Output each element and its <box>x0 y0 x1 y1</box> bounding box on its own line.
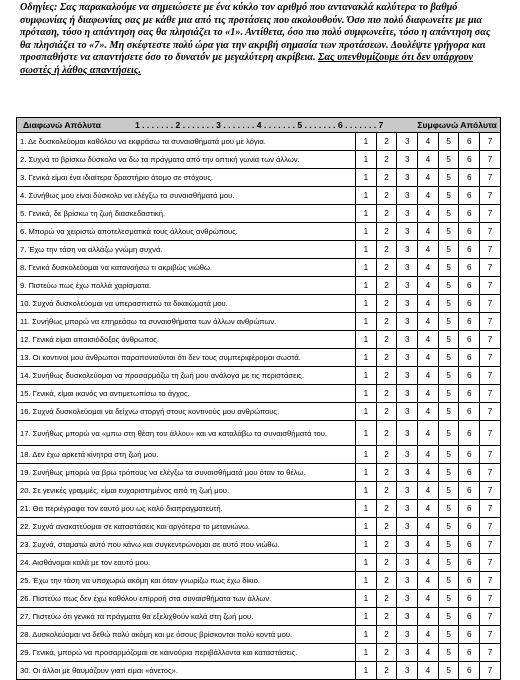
rating-option-7[interactable]: 7 <box>480 259 501 277</box>
item-text: 10. Συχνά δυσκολεύομαι να υπερασπιστώ τα δικαιώματά μου. <box>17 295 356 313</box>
rating-option-5[interactable]: 5 <box>438 241 459 259</box>
table-row <box>17 223 501 241</box>
rating-option-4[interactable]: 4 <box>418 572 439 590</box>
table-row <box>17 536 501 554</box>
rating-option-6[interactable]: 6 <box>459 277 480 295</box>
instructions-lead: Οδηγίες: <box>20 2 58 13</box>
table-row <box>17 662 501 680</box>
rating-option-2[interactable]: 2 <box>376 590 397 608</box>
rating-option-6[interactable]: 6 <box>459 151 480 169</box>
table-row <box>17 367 501 385</box>
rating-option-5[interactable]: 5 <box>438 446 459 464</box>
rating-option-3[interactable]: 3 <box>397 313 418 331</box>
table-row <box>17 295 501 313</box>
rating-option-5[interactable]: 5 <box>438 295 459 313</box>
rating-option-4[interactable]: 4 <box>418 133 439 151</box>
table-row <box>17 446 501 464</box>
rating-option-5[interactable]: 5 <box>438 608 459 626</box>
item-text: 6. Μπορώ να χειριστώ αποτελεσματικά τους άλλους ανθρώπους. <box>17 223 356 241</box>
item-text: 9. Πιστεύω πως έχω πολλά χαρίσματα. <box>17 277 356 295</box>
item-text: 17. Συνήθως μπορώ να «μπω στη θέση του άλλου» και να καταλάβω τα συναισθήματά του. <box>17 421 356 446</box>
rating-option-1[interactable]: 1 <box>356 554 377 572</box>
rating-option-4[interactable]: 4 <box>418 464 439 482</box>
rating-option-3[interactable]: 3 <box>397 259 418 277</box>
rating-option-2[interactable]: 2 <box>376 572 397 590</box>
rating-option-6[interactable]: 6 <box>459 241 480 259</box>
rating-option-5[interactable]: 5 <box>438 259 459 277</box>
rating-option-3[interactable]: 3 <box>397 554 418 572</box>
rating-option-1[interactable]: 1 <box>356 259 377 277</box>
rating-option-4[interactable]: 4 <box>418 205 439 223</box>
rating-option-7[interactable]: 7 <box>480 385 501 403</box>
rating-option-5[interactable]: 5 <box>438 590 459 608</box>
table-row <box>17 500 501 518</box>
rating-option-1[interactable]: 1 <box>356 241 377 259</box>
rating-option-4[interactable]: 4 <box>418 446 439 464</box>
rating-option-4[interactable]: 4 <box>418 662 439 680</box>
header-scale-label: 1 . . . . . . . 2 . . . . . . . 3 . . . . . . . 4 . . . . . . . 5 . . . . . . . 6 . . . . . . . 7 <box>134 120 384 130</box>
rating-option-1[interactable]: 1 <box>356 464 377 482</box>
rating-option-2[interactable]: 2 <box>376 331 397 349</box>
rating-option-1[interactable]: 1 <box>356 367 377 385</box>
rating-option-7[interactable]: 7 <box>480 554 501 572</box>
rating-option-5[interactable]: 5 <box>438 626 459 644</box>
rating-option-6[interactable]: 6 <box>459 536 480 554</box>
item-text: 27. Πιστεύω ότι γενικά τα πράγματα θα εξελιχθούν καλά στη ζωή μου. <box>17 608 356 626</box>
table-row <box>17 277 501 295</box>
rating-option-1[interactable]: 1 <box>356 662 377 680</box>
rating-option-4[interactable]: 4 <box>418 626 439 644</box>
rating-option-1[interactable]: 1 <box>356 482 377 500</box>
rating-option-7[interactable]: 7 <box>480 133 501 151</box>
rating-option-1[interactable]: 1 <box>356 151 377 169</box>
rating-option-7[interactable]: 7 <box>480 644 501 662</box>
rating-option-6[interactable]: 6 <box>459 464 480 482</box>
table-row <box>17 133 501 151</box>
rating-option-4[interactable]: 4 <box>418 482 439 500</box>
item-text: 19. Συνήθως μπορώ να βρω τρόπους να ελέγξω τα συναισθήματά μου όταν το θέλω. <box>17 464 356 482</box>
rating-option-5[interactable]: 5 <box>438 500 459 518</box>
rating-option-2[interactable]: 2 <box>376 644 397 662</box>
rating-option-6[interactable]: 6 <box>459 205 480 223</box>
rating-option-7[interactable]: 7 <box>480 590 501 608</box>
rating-option-1[interactable]: 1 <box>356 349 377 367</box>
rating-option-7[interactable]: 7 <box>480 536 501 554</box>
rating-option-2[interactable]: 2 <box>376 554 397 572</box>
rating-option-7[interactable]: 7 <box>480 349 501 367</box>
item-text: 5. Γενικά, δε βρίσκω τη ζωή διασκεδαστική. <box>17 205 356 223</box>
rating-option-2[interactable]: 2 <box>376 205 397 223</box>
rating-option-3[interactable]: 3 <box>397 608 418 626</box>
instructions-body: Σας παρακαλούμε να σημειώσετε με ένα κύκλο τον αριθμό που αντανακλά καλύτερα το βαθμό συμφωνίας ή διαφωνίας σας με κάθε μια από τις προτάσεις που ακολουθούν. Όσο πιο πολύ διαφωνείτε με μια πρόταση, τόσο η απάντηση σας θα πλησιάζει το «1». Αντίθετα, όσο πιο πολύ συμφωνείτε, τόσο η απάντηση σας θα πλησιάζει το «7». Μη σκέφτεστε πολύ ώρα για την ακριβή σημασία των προτάσεων. Δουλέψτε γρήγορα και προσπαθήστε να απαντήσετε όσο το δυνατόν με μεγαλύτερη ακρίβεια. <box>20 2 491 64</box>
header-agree-label: Συμφωνώ Απόλυτα <box>417 120 497 130</box>
rating-option-4[interactable]: 4 <box>418 367 439 385</box>
item-text: 16. Συχνά δυσκολεύομαι να δείχνω στοργή στους κοντινούς μου ανθρώπους. <box>17 403 356 421</box>
rating-option-3[interactable]: 3 <box>397 626 418 644</box>
rating-option-5[interactable]: 5 <box>438 349 459 367</box>
rating-option-7[interactable]: 7 <box>480 295 501 313</box>
rating-option-5[interactable]: 5 <box>438 367 459 385</box>
item-text: 30. Οι άλλοι με θαυμάζουν γιατί είμαι «άνετος». <box>17 662 356 680</box>
rating-option-5[interactable]: 5 <box>438 133 459 151</box>
table-row <box>17 608 501 626</box>
rating-option-1[interactable]: 1 <box>356 223 377 241</box>
table-row <box>17 187 501 205</box>
rating-option-5[interactable]: 5 <box>438 169 459 187</box>
table-row <box>17 259 501 277</box>
rating-option-5[interactable]: 5 <box>438 151 459 169</box>
item-text: 3. Γενικά είμαι ένα ιδιαίτερα δραστήριο άτομο σε στόχους. <box>17 169 356 187</box>
rating-option-3[interactable]: 3 <box>397 446 418 464</box>
rating-option-2[interactable]: 2 <box>376 500 397 518</box>
rating-option-3[interactable]: 3 <box>397 133 418 151</box>
rating-option-2[interactable]: 2 <box>376 187 397 205</box>
rating-option-6[interactable]: 6 <box>459 554 480 572</box>
rating-option-6[interactable]: 6 <box>459 446 480 464</box>
rating-option-6[interactable]: 6 <box>459 608 480 626</box>
rating-option-1[interactable]: 1 <box>356 421 377 446</box>
rating-option-3[interactable]: 3 <box>397 187 418 205</box>
rating-option-2[interactable]: 2 <box>376 446 397 464</box>
item-text: 18. Δεν έχω αρκετά κίνητρα στη ζωή μου. <box>17 446 356 464</box>
rating-option-6[interactable]: 6 <box>459 367 480 385</box>
rating-option-3[interactable]: 3 <box>397 223 418 241</box>
rating-option-4[interactable]: 4 <box>418 241 439 259</box>
rating-option-5[interactable]: 5 <box>438 482 459 500</box>
table-row <box>17 169 501 187</box>
rating-option-7[interactable]: 7 <box>480 241 501 259</box>
rating-option-7[interactable]: 7 <box>480 277 501 295</box>
rating-option-7[interactable]: 7 <box>480 169 501 187</box>
rating-option-3[interactable]: 3 <box>397 169 418 187</box>
rating-option-2[interactable]: 2 <box>376 169 397 187</box>
rating-option-1[interactable]: 1 <box>356 133 377 151</box>
item-text: 20. Σε γενικές γραμμές, είμαι ευχαριστημένος από τη ζωή μου. <box>17 482 356 500</box>
rating-option-1[interactable]: 1 <box>356 331 377 349</box>
table-row <box>17 626 501 644</box>
item-text: 23. Συχνά, σταματώ αυτό που κάνω και συγκεντρώνομαι σε αυτό που νιώθω. <box>17 536 356 554</box>
rating-option-4[interactable]: 4 <box>418 518 439 536</box>
rating-option-2[interactable]: 2 <box>376 349 397 367</box>
item-text: 28. Δυσκολεύομαι να δεθώ πολύ ακόμη και με όσους βρίσκονται πολύ κοντά μου. <box>17 626 356 644</box>
rating-option-4[interactable]: 4 <box>418 536 439 554</box>
table-row <box>17 590 501 608</box>
rating-option-4[interactable]: 4 <box>418 169 439 187</box>
rating-option-3[interactable]: 3 <box>397 536 418 554</box>
table-row <box>17 241 501 259</box>
rating-option-1[interactable]: 1 <box>356 295 377 313</box>
rating-option-7[interactable]: 7 <box>480 626 501 644</box>
rating-option-4[interactable]: 4 <box>418 313 439 331</box>
rating-option-2[interactable]: 2 <box>376 295 397 313</box>
rating-option-3[interactable]: 3 <box>397 518 418 536</box>
rating-option-3[interactable]: 3 <box>397 151 418 169</box>
rating-option-5[interactable]: 5 <box>438 518 459 536</box>
rating-option-2[interactable]: 2 <box>376 313 397 331</box>
header-disagree-label: Διαφωνώ Απόλυτα <box>23 120 101 130</box>
rating-option-6[interactable]: 6 <box>459 518 480 536</box>
rating-option-2[interactable]: 2 <box>376 151 397 169</box>
rating-option-2[interactable]: 2 <box>376 133 397 151</box>
rating-option-3[interactable]: 3 <box>397 349 418 367</box>
table-row <box>17 403 501 421</box>
rating-option-2[interactable]: 2 <box>376 608 397 626</box>
rating-option-6[interactable]: 6 <box>459 482 480 500</box>
table-row <box>17 482 501 500</box>
table-row <box>17 385 501 403</box>
table-row <box>17 644 501 662</box>
item-text: 2. Συχνά το βρίσκω δύσκολο να δω τα πράγματα από την οπτική γωνία των άλλων. <box>17 151 356 169</box>
rating-option-1[interactable]: 1 <box>356 169 377 187</box>
table-row <box>17 554 501 572</box>
rating-option-3[interactable]: 3 <box>397 500 418 518</box>
rating-option-4[interactable]: 4 <box>418 403 439 421</box>
rating-option-4[interactable]: 4 <box>418 277 439 295</box>
rating-option-2[interactable]: 2 <box>376 385 397 403</box>
rating-option-1[interactable]: 1 <box>356 205 377 223</box>
scale-header-row <box>17 118 501 133</box>
item-text: 4. Συνήθως μου είναι δύσκολο να ελέγξω τα συναισθήματά μου. <box>17 187 356 205</box>
rating-option-1[interactable]: 1 <box>356 608 377 626</box>
rating-option-4[interactable]: 4 <box>418 608 439 626</box>
rating-option-5[interactable]: 5 <box>438 313 459 331</box>
item-text: 12. Γενικά είμαι απαισιόδοξος άνθρωπος. <box>17 331 356 349</box>
rating-option-1[interactable]: 1 <box>356 644 377 662</box>
rating-option-2[interactable]: 2 <box>376 259 397 277</box>
rating-option-5[interactable]: 5 <box>438 662 459 680</box>
rating-option-6[interactable]: 6 <box>459 572 480 590</box>
rating-option-5[interactable]: 5 <box>438 464 459 482</box>
rating-option-6[interactable]: 6 <box>459 421 480 446</box>
rating-option-7[interactable]: 7 <box>480 482 501 500</box>
rating-option-4[interactable]: 4 <box>418 349 439 367</box>
rating-table <box>16 117 501 680</box>
rating-option-6[interactable]: 6 <box>459 626 480 644</box>
rating-option-5[interactable]: 5 <box>438 421 459 446</box>
rating-option-3[interactable]: 3 <box>397 385 418 403</box>
instructions-note: Σας υπενθυμίζουμε ότι δεν υπάρχουν σωστές ή λάθος απαντήσεις. <box>20 52 474 76</box>
rating-option-7[interactable]: 7 <box>480 662 501 680</box>
scale-header <box>17 118 501 133</box>
rating-option-4[interactable]: 4 <box>418 259 439 277</box>
item-text: 7. Έχω την τάση να αλλάζω γνώμη συχνά. <box>17 241 356 259</box>
rating-option-1[interactable]: 1 <box>356 536 377 554</box>
rating-option-6[interactable]: 6 <box>459 349 480 367</box>
rating-option-5[interactable]: 5 <box>438 536 459 554</box>
rating-option-6[interactable]: 6 <box>459 662 480 680</box>
table-row <box>17 151 501 169</box>
item-text: 11. Συνήθως μπορώ να επηρεάσω τα συναισθήματα των άλλων ανθρώπων. <box>17 313 356 331</box>
rating-option-6[interactable]: 6 <box>459 644 480 662</box>
table-row <box>17 205 501 223</box>
rating-option-4[interactable]: 4 <box>418 385 439 403</box>
item-text: 14. Συνήθως δυσκολεύομαι να προσαρμόζω τη ζωή μου ανάλογα με τις περιστάσεις. <box>17 367 356 385</box>
rating-option-3[interactable]: 3 <box>397 205 418 223</box>
rating-option-7[interactable]: 7 <box>480 223 501 241</box>
rating-option-5[interactable]: 5 <box>438 554 459 572</box>
rating-option-5[interactable]: 5 <box>438 187 459 205</box>
item-text: 26. Πιστεύω πως δεν έχω καθόλου επιρροή στα συναισθήματα των άλλων. <box>17 590 356 608</box>
table-row <box>17 349 501 367</box>
rating-option-4[interactable]: 4 <box>418 295 439 313</box>
rating-option-2[interactable]: 2 <box>376 403 397 421</box>
table-row <box>17 518 501 536</box>
rating-option-1[interactable]: 1 <box>356 518 377 536</box>
rating-option-5[interactable]: 5 <box>438 403 459 421</box>
rating-option-7[interactable]: 7 <box>480 446 501 464</box>
item-text: 25. Έχω την τάση να υποχωρώ ακόμη και όταν γνωρίζω πως έχω δίκιο. <box>17 572 356 590</box>
rating-option-2[interactable]: 2 <box>376 464 397 482</box>
rating-option-6[interactable]: 6 <box>459 590 480 608</box>
rating-option-5[interactable]: 5 <box>438 572 459 590</box>
item-text: 8. Γενικά δυσκολεύομαι να κατανοήσω τι ακριβώς νιώθω. <box>17 259 356 277</box>
rating-option-6[interactable]: 6 <box>459 403 480 421</box>
rating-option-2[interactable]: 2 <box>376 241 397 259</box>
rating-option-2[interactable]: 2 <box>376 482 397 500</box>
item-text: 1. Δε δυσκολεύομαι καθόλου να εκφράσω τα συναισθήματά μου με λόγια. <box>17 133 356 151</box>
table-row <box>17 331 501 349</box>
rating-option-6[interactable]: 6 <box>459 169 480 187</box>
table-row <box>17 421 501 446</box>
rating-option-7[interactable]: 7 <box>480 608 501 626</box>
rating-option-3[interactable]: 3 <box>397 295 418 313</box>
rating-option-7[interactable]: 7 <box>480 464 501 482</box>
rating-option-6[interactable]: 6 <box>459 223 480 241</box>
rating-option-1[interactable]: 1 <box>356 572 377 590</box>
rating-option-6[interactable]: 6 <box>459 133 480 151</box>
rating-option-4[interactable]: 4 <box>418 590 439 608</box>
rating-option-3[interactable]: 3 <box>397 331 418 349</box>
rating-option-3[interactable]: 3 <box>397 367 418 385</box>
rating-option-3[interactable]: 3 <box>397 421 418 446</box>
rating-option-1[interactable]: 1 <box>356 277 377 295</box>
rating-option-4[interactable]: 4 <box>418 644 439 662</box>
rating-option-6[interactable]: 6 <box>459 187 480 205</box>
rating-option-3[interactable]: 3 <box>397 644 418 662</box>
item-text: 24. Αισθάνομαι καλά με τον εαυτό μου. <box>17 554 356 572</box>
rating-option-1[interactable]: 1 <box>356 500 377 518</box>
rating-option-5[interactable]: 5 <box>438 205 459 223</box>
rating-option-4[interactable]: 4 <box>418 500 439 518</box>
rating-option-1[interactable]: 1 <box>356 590 377 608</box>
rating-option-2[interactable]: 2 <box>376 277 397 295</box>
rating-option-3[interactable]: 3 <box>397 572 418 590</box>
rating-option-4[interactable]: 4 <box>418 554 439 572</box>
item-text: 29. Γενικά, μπορώ να προσαρμόζομαι σε καινούρια περιβάλλοντα και καταστάσεις. <box>17 644 356 662</box>
rating-option-6[interactable]: 6 <box>459 331 480 349</box>
rating-option-6[interactable]: 6 <box>459 385 480 403</box>
rating-option-6[interactable]: 6 <box>459 259 480 277</box>
rating-option-7[interactable]: 7 <box>480 313 501 331</box>
rating-option-1[interactable]: 1 <box>356 187 377 205</box>
rating-option-5[interactable]: 5 <box>438 644 459 662</box>
rating-option-3[interactable]: 3 <box>397 241 418 259</box>
rating-option-7[interactable]: 7 <box>480 500 501 518</box>
item-text: 22. Συχνά ανακατεύομαι σε καταστάσεις και αργότερα το μετανιώνω. <box>17 518 356 536</box>
rating-option-4[interactable]: 4 <box>418 187 439 205</box>
rating-option-5[interactable]: 5 <box>438 223 459 241</box>
rating-option-4[interactable]: 4 <box>418 223 439 241</box>
rating-option-2[interactable]: 2 <box>376 518 397 536</box>
table-row <box>17 464 501 482</box>
rating-option-5[interactable]: 5 <box>438 277 459 295</box>
item-text: 13. Οι κοντινοί μου άνθρωποι παραπονιούνται ότι δεν τους συμπεριφέρομαι σωστά. <box>17 349 356 367</box>
rating-option-2[interactable]: 2 <box>376 367 397 385</box>
rating-option-7[interactable]: 7 <box>480 421 501 446</box>
rating-option-4[interactable]: 4 <box>418 331 439 349</box>
rating-option-1[interactable]: 1 <box>356 626 377 644</box>
rating-option-3[interactable]: 3 <box>397 590 418 608</box>
rating-option-1[interactable]: 1 <box>356 446 377 464</box>
rating-option-2[interactable]: 2 <box>376 662 397 680</box>
item-text: 21. Θα περιέγραφα τον εαυτό μου ως καλό διαπραγματευτή. <box>17 500 356 518</box>
rating-option-1[interactable]: 1 <box>356 403 377 421</box>
table-row <box>17 572 501 590</box>
rating-option-7[interactable]: 7 <box>480 518 501 536</box>
table-row <box>17 313 501 331</box>
rating-option-7[interactable]: 7 <box>480 205 501 223</box>
instructions <box>20 2 502 78</box>
rating-option-2[interactable]: 2 <box>376 223 397 241</box>
rating-option-4[interactable]: 4 <box>418 421 439 446</box>
rating-option-7[interactable]: 7 <box>480 403 501 421</box>
rating-option-7[interactable]: 7 <box>480 572 501 590</box>
rating-option-7[interactable]: 7 <box>480 367 501 385</box>
rating-option-5[interactable]: 5 <box>438 331 459 349</box>
items-body <box>17 133 501 680</box>
rating-option-2[interactable]: 2 <box>376 421 397 446</box>
rating-option-3[interactable]: 3 <box>397 403 418 421</box>
rating-option-6[interactable]: 6 <box>459 295 480 313</box>
rating-option-6[interactable]: 6 <box>459 500 480 518</box>
rating-option-6[interactable]: 6 <box>459 313 480 331</box>
rating-option-3[interactable]: 3 <box>397 464 418 482</box>
rating-option-1[interactable]: 1 <box>356 313 377 331</box>
rating-option-7[interactable]: 7 <box>480 151 501 169</box>
item-text: 15. Γενικά, είμαι ικανός να αντιμετωπίσω το άγχος. <box>17 385 356 403</box>
rating-option-1[interactable]: 1 <box>356 385 377 403</box>
rating-option-7[interactable]: 7 <box>480 187 501 205</box>
rating-option-5[interactable]: 5 <box>438 385 459 403</box>
rating-option-3[interactable]: 3 <box>397 482 418 500</box>
rating-option-7[interactable]: 7 <box>480 331 501 349</box>
rating-option-4[interactable]: 4 <box>418 151 439 169</box>
rating-option-2[interactable]: 2 <box>376 536 397 554</box>
rating-option-2[interactable]: 2 <box>376 626 397 644</box>
rating-option-3[interactable]: 3 <box>397 662 418 680</box>
rating-option-3[interactable]: 3 <box>397 277 418 295</box>
